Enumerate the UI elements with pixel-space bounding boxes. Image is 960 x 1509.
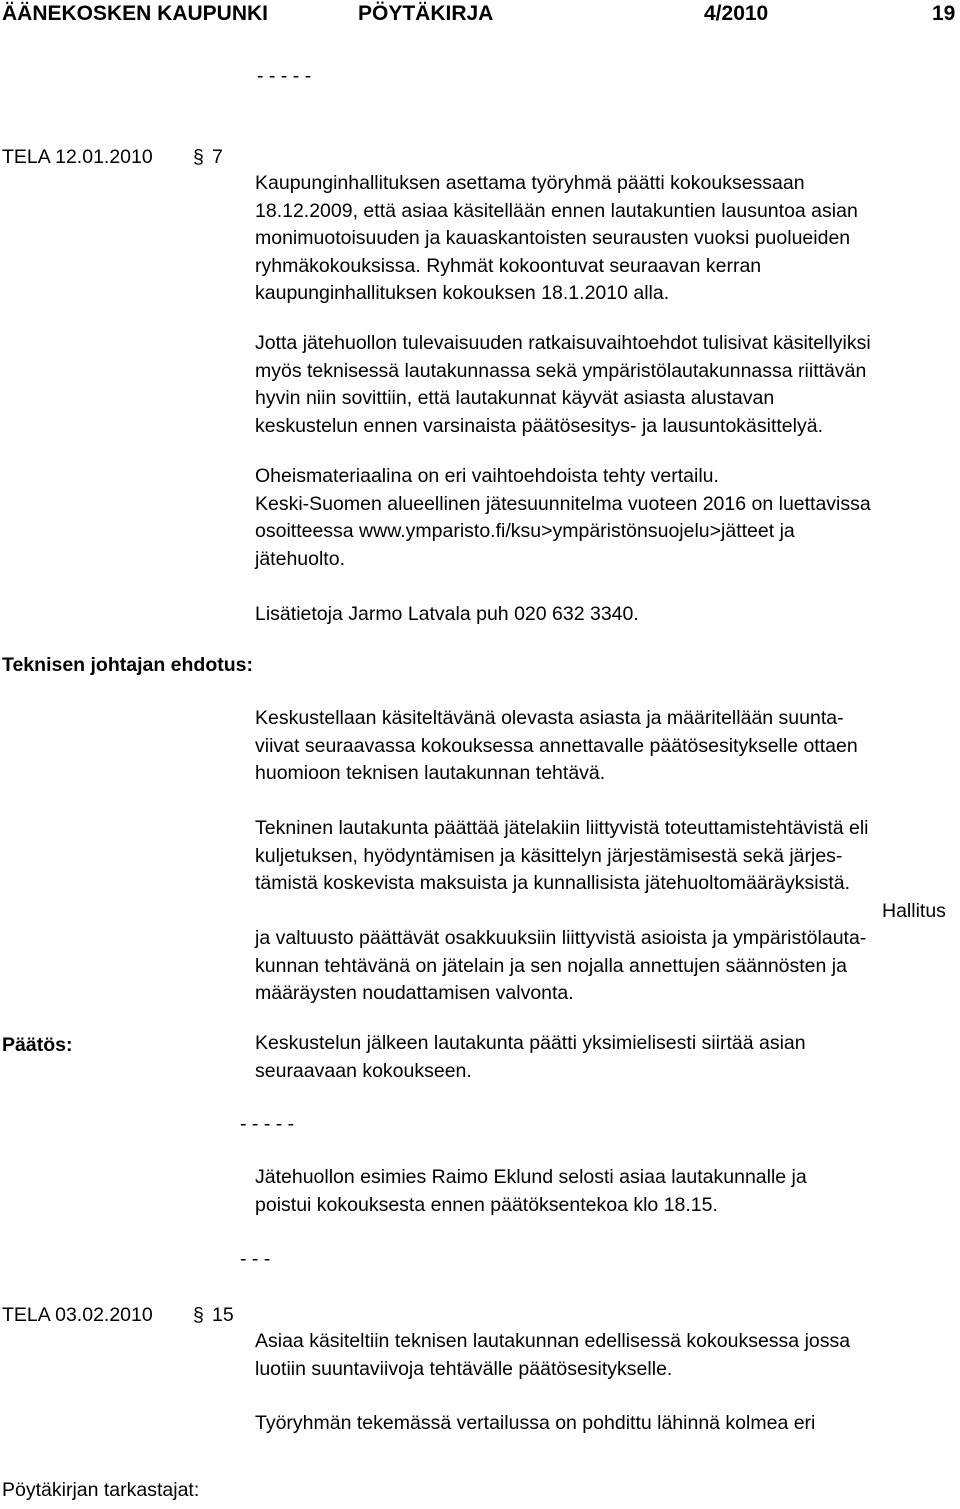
paragraph-handling	[255, 330, 960, 440]
text-line: Tekninen lautakunta päättää jätelakiin liittyvistä toteuttamistehtävistä eli	[255, 817, 869, 839]
text-line: kunnan tehtävänä on jätelain ja sen nojalla annettujen säännösten ja	[255, 954, 847, 977]
section-symbol: §	[193, 1304, 204, 1326]
decision-text	[255, 1030, 960, 1085]
section-number: 7	[212, 146, 223, 168]
separator: - - - - -	[240, 1113, 295, 1135]
text-line: myös teknisessä lautakunnassa sekä ympäristölautakunnassa riittävän	[255, 359, 867, 382]
text-line: kuljetuksen, hyödyntämisen ja käsittelyn järjestämisestä sekä järjes-	[255, 844, 843, 867]
paragraph-responsibilities	[255, 815, 960, 898]
section-number: 15	[212, 1304, 234, 1326]
separator: - - - - -	[257, 65, 312, 87]
document-number: 4/2010	[704, 2, 769, 25]
page-number: 19	[932, 2, 956, 25]
paragraph-comparison: Työryhmän tekemässä vertailussa on pohdittu lähinnä kolmea eri	[255, 1412, 816, 1434]
text-line: keskustelun ennen varsinaista päätösesitys- ja lausuntokäsittelyä.	[255, 414, 823, 437]
proposal-label: Teknisen johtajan ehdotus:	[2, 654, 253, 676]
separator: - - -	[240, 1248, 271, 1270]
text-line: Keskustelun jälkeen lautakunta päätti yksimielisesti siirtää asian	[255, 1032, 806, 1054]
paragraph-council	[255, 925, 960, 1008]
text-line: ryhmäkokouksissa. Ryhmät kokoontuvat seuraavan kerran	[255, 254, 762, 277]
text-line: määräysten noudattamisen valvonta.	[255, 982, 574, 1005]
text-line: Keski-Suomen alueellinen jätesuunnitelma vuoteen 2016 on luettavissa	[255, 492, 871, 515]
text-line: 18.12.2009, että asiaa käsitellään ennen lautakuntien lausuntoa asian	[255, 199, 858, 222]
text-line: Jotta jätehuollon tulevaisuuden ratkaisuvaihtoehdot tulisivat käsitellyiksi	[255, 332, 871, 354]
paragraph-previous-meeting	[255, 1328, 960, 1383]
text-line: seuraavaan kokoukseen.	[255, 1059, 472, 1082]
meeting-reference: TELA 03.02.2010	[2, 1304, 153, 1326]
text-line: osoitteessa www.ymparisto.fi/ksu>ympäristönsuojelu>jätteet ja	[255, 520, 795, 543]
section-symbol: §	[193, 146, 204, 168]
municipality-name: ÄÄNEKOSKEN KAUPUNKI	[2, 2, 269, 25]
text-line: huomioon teknisen lautakunnan tehtävä.	[255, 762, 606, 785]
text-line: Asiaa käsiteltiin teknisen lautakunnan edellisessä kokouksessa jossa	[255, 1330, 851, 1352]
text-line: poistui kokouksesta ennen päätöksentekoa klo 18.15.	[255, 1193, 718, 1216]
document-type: PÖYTÄKIRJA	[358, 2, 494, 25]
text-line-hallitus: Hallitus	[882, 900, 946, 922]
text-line: luotiin suuntaviivoja tehtävälle päätösesitykselle.	[255, 1357, 673, 1380]
text-line: Jätehuollon esimies Raimo Eklund selosti asiaa lautakunnalle ja	[255, 1166, 807, 1188]
text-line: jätehuolto.	[255, 547, 345, 570]
paragraph-working-group	[255, 170, 960, 308]
paragraph-attachments	[255, 463, 960, 573]
text-line: kaupunginhallituksen kokouksen 18.1.2010 alla.	[255, 282, 670, 305]
text-line: monimuotoisuuden ja kauaskantoisten seurausten vuoksi puolueiden	[255, 227, 851, 250]
contact-info: Lisätietoja Jarmo Latvala puh 020 632 3340.	[255, 603, 639, 625]
text-line: Kaupunginhallituksen asettama työryhmä päätti kokouksessaan	[255, 172, 805, 194]
meeting-reference: TELA 12.01.2010	[2, 146, 153, 168]
text-line: Keskustellaan käsiteltävänä olevasta asiasta ja määritellään suunta-	[255, 707, 844, 729]
text-line: tämistä koskevista maksuista ja kunnallisista jätehuoltomääräyksistä.	[255, 872, 851, 895]
paragraph-presentation	[255, 1164, 960, 1219]
text-line: viivat seuraavassa kokouksessa annettavalle päätösesitykselle ottaen	[255, 734, 858, 757]
text-line: ja valtuusto päättävät osakkuuksiin liittyvistä asioista ja ympäristölauta-	[255, 927, 867, 949]
text-line: hyvin niin sovittiin, että lautakunnat käyvät asiasta alustavan	[255, 387, 775, 410]
decision-label: Päätös:	[2, 1034, 73, 1056]
proposal-text	[255, 705, 960, 788]
footer-label: Pöytäkirjan tarkastajat:	[2, 1479, 200, 1501]
text-line: Oheismateriaalina on eri vaihtoehdoista tehty vertailu.	[255, 465, 719, 487]
